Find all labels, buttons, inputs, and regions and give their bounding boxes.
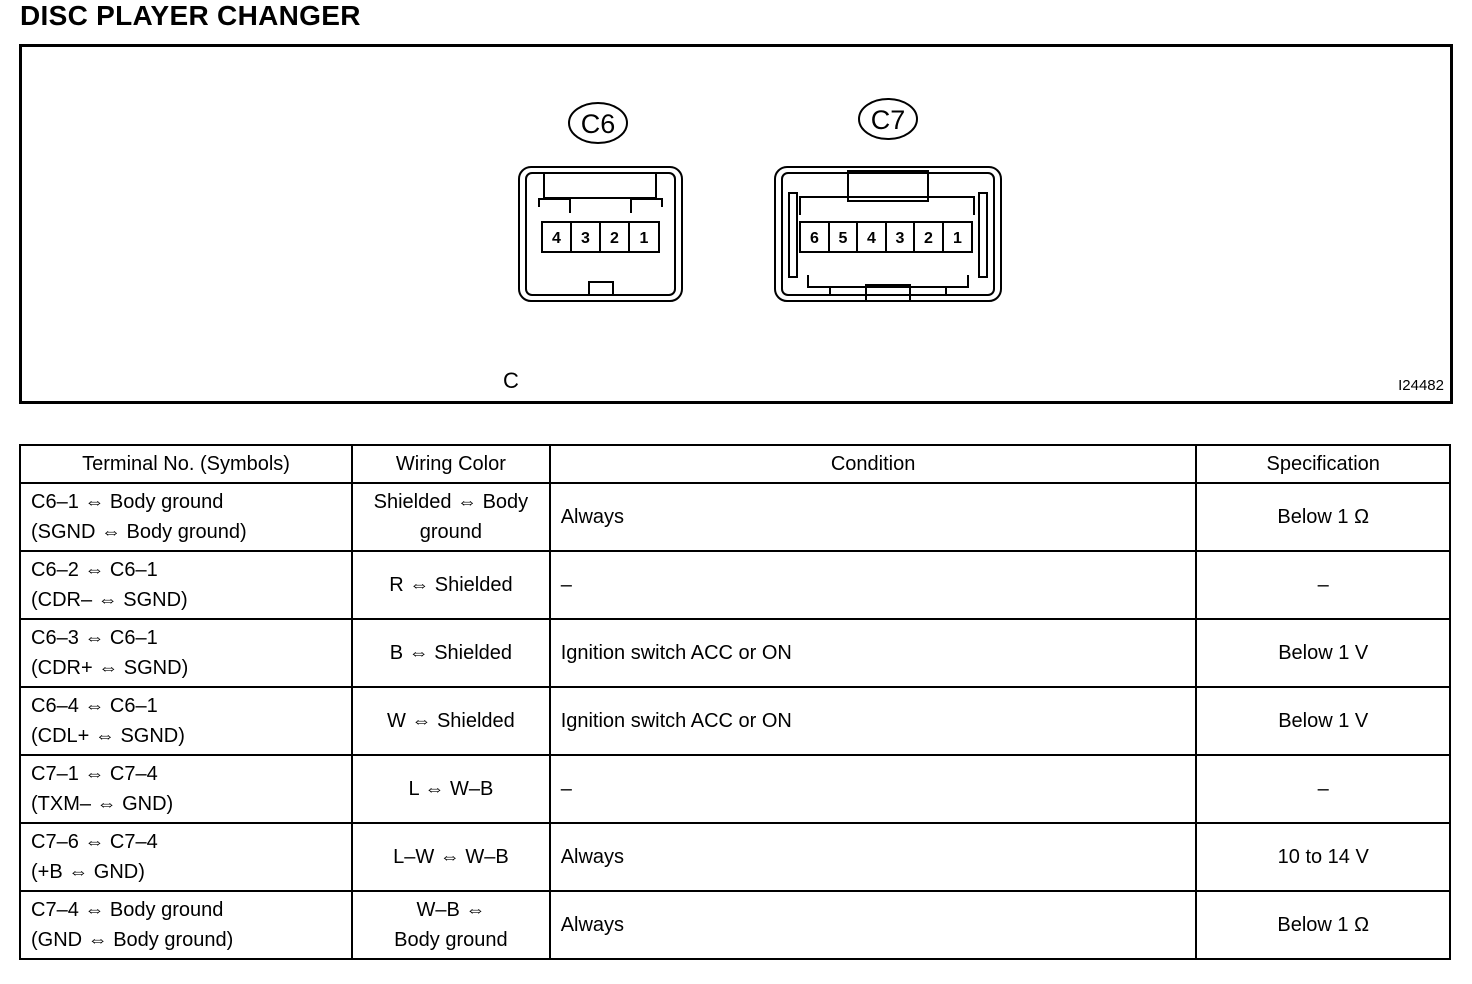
connector-diagram — [19, 44, 1453, 404]
wiring-color-cell: L ⇔ W–B — [352, 755, 550, 823]
terminal-cell: C7–4 ⇔ Body ground (GND ⇔ Body ground) — [20, 891, 352, 959]
connector-drawing — [22, 47, 1450, 401]
c6-label: C6 — [580, 109, 616, 139]
specification-cell: – — [1196, 551, 1450, 619]
table-header-row — [20, 445, 1450, 483]
specification-cell: Below 1 Ω — [1196, 483, 1450, 551]
wiring-color-cell: R ⇔ Shielded — [352, 551, 550, 619]
condition-cell: – — [550, 551, 1197, 619]
column-header-wiring-color: Wiring Color — [352, 445, 550, 483]
specification-cell: Below 1 Ω — [1196, 891, 1450, 959]
wiring-color-cell: W–B ⇔ Body ground — [352, 891, 550, 959]
c7-pin: 1 — [953, 230, 962, 247]
terminal-cell: C6–2 ⇔ C6–1 (CDR– ⇔ SGND) — [20, 551, 352, 619]
condition-cell: Always — [550, 891, 1197, 959]
wiring-color-cell: L–W ⇔ W–B — [352, 823, 550, 891]
condition-cell: – — [550, 755, 1197, 823]
wiring-color-cell: B ⇔ Shielded — [352, 619, 550, 687]
c7-pin: 4 — [867, 230, 876, 247]
condition-cell: Always — [550, 823, 1197, 891]
condition-cell: Always — [550, 483, 1197, 551]
terminal-cell: C6–3 ⇔ C6–1 (CDR+ ⇔ SGND) — [20, 619, 352, 687]
table-row — [20, 823, 1450, 891]
terminal-cell: C6–1 ⇔ Body ground (SGND ⇔ Body ground) — [20, 483, 352, 551]
column-header-condition: Condition — [550, 445, 1197, 483]
terminal-cell: C7–1 ⇔ C7–4 (TXM– ⇔ GND) — [20, 755, 352, 823]
c7-pin: 5 — [838, 230, 848, 247]
column-header-specification: Specification — [1196, 445, 1450, 483]
terminal-cell: C6–4 ⇔ C6–1 (CDL+ ⇔ SGND) — [20, 687, 352, 755]
table-row — [20, 483, 1450, 551]
specification-cell: Below 1 V — [1196, 687, 1450, 755]
terminal-cell: C7–6 ⇔ C7–4 (+B ⇔ GND) — [20, 823, 352, 891]
c6-pin: 4 — [552, 230, 561, 247]
wiring-color-cell: Shielded ⇔ Body ground — [352, 483, 550, 551]
table-row — [20, 619, 1450, 687]
c6-pin: 3 — [581, 230, 590, 247]
wiring-color-cell: W ⇔ Shielded — [352, 687, 550, 755]
table-row — [20, 687, 1450, 755]
c6-pin: 2 — [610, 230, 619, 247]
table-row — [20, 891, 1450, 959]
c7-pin: 3 — [895, 230, 905, 247]
c7-pin: 6 — [810, 230, 819, 247]
figure-id: I24482 — [1398, 377, 1444, 394]
condition-cell: Ignition switch ACC or ON — [550, 619, 1197, 687]
c7-connector — [775, 167, 1001, 301]
specification-cell: 10 to 14 V — [1196, 823, 1450, 891]
column-header-terminal: Terminal No. (Symbols) — [20, 445, 352, 483]
c7-label: C7 — [870, 105, 906, 135]
specification-cell: – — [1196, 755, 1450, 823]
inspection-table — [19, 444, 1451, 960]
table-row — [20, 551, 1450, 619]
condition-cell: Ignition switch ACC or ON — [550, 687, 1197, 755]
table-row — [20, 755, 1450, 823]
c6-connector — [519, 167, 682, 301]
c7-pin: 2 — [924, 230, 933, 247]
specification-cell: Below 1 V — [1196, 619, 1450, 687]
page-title: DISC PLAYER CHANGER — [20, 0, 361, 31]
view-label: C — [503, 368, 519, 393]
c6-pin: 1 — [639, 230, 649, 247]
